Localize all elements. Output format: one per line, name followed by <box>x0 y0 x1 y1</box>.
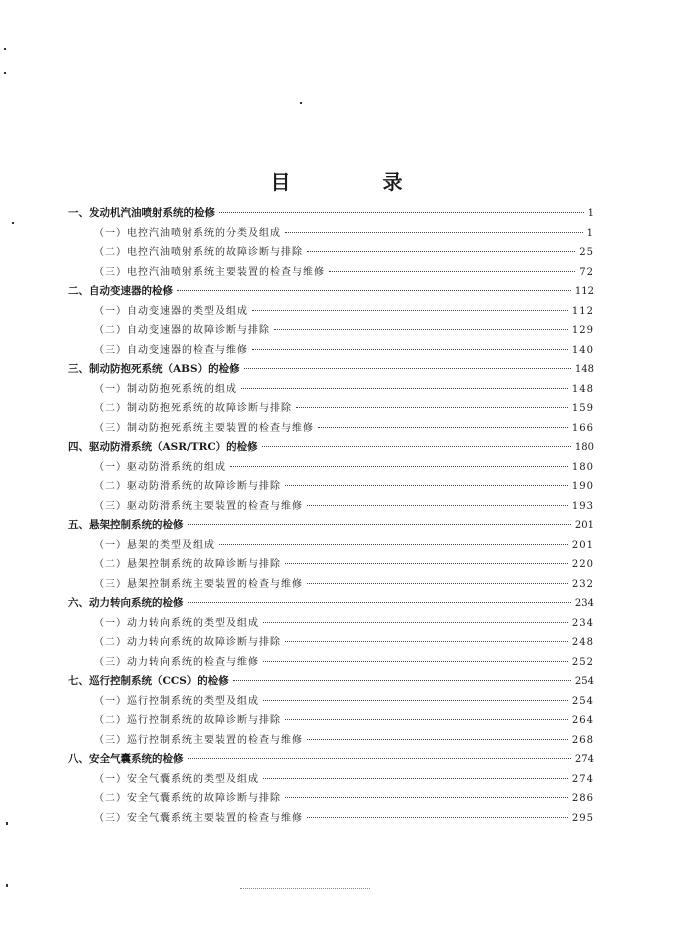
toc-page-number: 286 <box>571 793 594 804</box>
scan-speck <box>6 822 8 825</box>
toc-section[interactable] <box>68 614 594 634</box>
toc-entry-title: （三）驱动防滑系统主要装置的检查与维修 <box>94 500 303 512</box>
toc-section[interactable] <box>68 224 594 244</box>
toc-section[interactable] <box>68 770 594 790</box>
toc-section[interactable] <box>68 380 594 400</box>
toc-entry-title: （一）安全气囊系统的类型及组成 <box>94 773 259 785</box>
dot-leader <box>307 817 568 818</box>
toc-section[interactable] <box>68 731 594 751</box>
dot-leader <box>285 232 583 233</box>
toc-section[interactable] <box>68 633 594 653</box>
toc-entry-title: （一）悬架的类型及组成 <box>94 539 215 551</box>
dot-leader <box>329 271 575 272</box>
toc-page-number: 201 <box>574 520 594 531</box>
toc-section[interactable] <box>68 711 594 731</box>
toc-page-number: 295 <box>571 812 594 824</box>
dot-leader <box>233 680 571 681</box>
toc-section[interactable] <box>68 555 594 575</box>
toc-page-number: 166 <box>571 422 594 434</box>
toc-chapter[interactable] <box>68 672 594 692</box>
scan-artifact-line <box>240 886 370 889</box>
toc-entry-title: 八、安全气囊系统的检修 <box>68 753 184 765</box>
toc-chapter[interactable] <box>68 594 594 614</box>
toc-section[interactable] <box>68 477 594 497</box>
toc-entry-title: （一）自动变速器的类型及组成 <box>94 305 248 317</box>
scan-speck <box>6 884 8 887</box>
dot-leader <box>219 212 584 213</box>
toc-entry-title: 五、悬架控制系统的检修 <box>68 519 184 531</box>
toc-page-number: 140 <box>571 344 594 356</box>
dot-leader <box>285 641 568 642</box>
toc-section[interactable] <box>68 692 594 712</box>
toc-page-number: 234 <box>571 617 594 629</box>
toc-chapter[interactable] <box>68 282 594 302</box>
toc-page-number: 72 <box>579 266 594 278</box>
toc-page-number: 25 <box>579 247 594 258</box>
scan-speck <box>4 72 6 74</box>
toc-entry-title: 二、自动变速器的检修 <box>68 285 173 297</box>
toc-entry-title: （二）驱动防滑系统的故障诊断与排除 <box>94 481 281 492</box>
toc-page-number: 274 <box>574 754 594 765</box>
toc-page-number: 232 <box>571 578 594 590</box>
toc-entry-title: （二）制动防抱死系统的故障诊断与排除 <box>94 403 292 414</box>
dot-leader <box>285 797 568 798</box>
toc-section[interactable] <box>68 536 594 556</box>
toc-entry-title: （二）巡行控制系统的故障诊断与排除 <box>94 715 281 726</box>
toc-entry-title: （一）电控汽油喷射系统的分类及组成 <box>94 227 281 239</box>
dot-leader <box>318 427 568 428</box>
toc-section[interactable] <box>68 789 594 809</box>
toc-section[interactable] <box>68 458 594 478</box>
toc-page-number: 129 <box>571 325 594 336</box>
toc-page-number: 264 <box>571 715 594 726</box>
toc-entry-title: 七、巡行控制系统（CCS）的检修 <box>68 675 229 687</box>
toc-entry-title: （一）制动防抱死系统的组成 <box>94 383 237 395</box>
toc-page-number: 274 <box>571 773 594 785</box>
toc-entry-title: （一）巡行控制系统的类型及组成 <box>94 695 259 707</box>
dot-leader <box>296 407 568 408</box>
toc-chapter[interactable] <box>68 516 594 536</box>
toc-page-number: 201 <box>571 539 594 551</box>
toc-entry-title: 一、发动机汽油喷射系统的检修 <box>68 207 215 219</box>
dot-leader <box>188 524 571 525</box>
toc-entry-title: 三、制动防抱死系统（ABS）的检修 <box>68 363 240 375</box>
page-title: 目 录 <box>270 170 439 195</box>
toc-page-number: 248 <box>571 637 594 648</box>
toc-page-number: 180 <box>574 442 594 453</box>
dot-leader <box>241 388 568 389</box>
toc-section[interactable] <box>68 321 594 341</box>
toc-page-number: 190 <box>571 481 594 492</box>
toc-page-number: 268 <box>571 734 594 746</box>
dot-leader <box>252 349 568 350</box>
dot-leader <box>307 505 568 506</box>
toc-entry-title: （二）自动变速器的故障诊断与排除 <box>94 325 270 336</box>
scan-speck <box>4 48 6 50</box>
dot-leader <box>263 622 568 623</box>
toc-chapter[interactable] <box>68 438 594 458</box>
toc-page-number: 252 <box>571 656 594 668</box>
toc-page-number: 254 <box>574 676 594 687</box>
toc-page-number: 220 <box>571 559 594 570</box>
dot-leader <box>307 251 575 252</box>
dot-leader <box>285 485 568 486</box>
scan-speck <box>12 222 14 224</box>
toc-page-number: 148 <box>571 383 594 395</box>
toc-page-number: 1 <box>587 208 594 219</box>
scan-speck <box>300 102 302 104</box>
toc-page-number: 112 <box>574 286 594 297</box>
toc-chapter[interactable] <box>68 204 594 224</box>
toc-page-number: 112 <box>571 305 594 317</box>
toc-entry-title: （二）动力转向系统的故障诊断与排除 <box>94 637 281 648</box>
dot-leader <box>244 368 571 369</box>
toc-entry-title: （二）电控汽油喷射系统的故障诊断与排除 <box>94 247 303 258</box>
toc-section[interactable] <box>68 399 594 419</box>
dot-leader <box>285 719 568 720</box>
toc-entry-title: （三）巡行控制系统主要装置的检查与维修 <box>94 734 303 746</box>
table-of-contents <box>68 204 594 828</box>
dot-leader <box>177 290 571 291</box>
toc-entry-title: （一）驱动防滑系统的组成 <box>94 461 226 473</box>
toc-page-number: 180 <box>571 461 594 473</box>
toc-section[interactable] <box>68 575 594 595</box>
dot-leader <box>188 758 571 759</box>
toc-entry-title: （二）安全气囊系统的故障诊断与排除 <box>94 793 281 804</box>
toc-entry-title: 六、动力转向系统的检修 <box>68 597 184 609</box>
toc-section[interactable] <box>68 653 594 673</box>
toc-entry-title: （三）动力转向系统的检查与维修 <box>94 656 259 668</box>
toc-entry-title: （三）电控汽油喷射系统主要装置的检查与维修 <box>94 266 325 278</box>
toc-entry-title: （三）安全气囊系统主要装置的检查与维修 <box>94 812 303 824</box>
toc-chapter[interactable] <box>68 360 594 380</box>
toc-page-number: 148 <box>574 364 594 375</box>
toc-page-number: 254 <box>571 695 594 707</box>
toc-page-number: 159 <box>571 403 594 414</box>
dot-leader <box>262 446 571 447</box>
toc-section[interactable] <box>68 497 594 517</box>
toc-page-number: 1 <box>586 227 594 239</box>
dot-leader <box>285 563 568 564</box>
toc-section[interactable] <box>68 302 594 322</box>
toc-entry-title: （三）悬架控制系统主要装置的检查与维修 <box>94 578 303 590</box>
toc-section[interactable] <box>68 809 594 829</box>
toc-page-number: 193 <box>571 500 594 512</box>
toc-page-number: 234 <box>574 598 594 609</box>
dot-leader <box>252 310 568 311</box>
toc-section[interactable] <box>68 341 594 361</box>
dot-leader <box>274 329 568 330</box>
dot-leader <box>219 544 568 545</box>
dot-leader <box>230 466 568 467</box>
dot-leader <box>188 602 571 603</box>
dot-leader <box>263 661 568 662</box>
toc-entry-title: （三）自动变速器的检查与维修 <box>94 344 248 356</box>
dot-leader <box>263 778 568 779</box>
toc-entry-title: （三）制动防抱死系统主要装置的检查与维修 <box>94 422 314 434</box>
dot-leader <box>307 739 568 740</box>
toc-chapter[interactable] <box>68 750 594 770</box>
toc-entry-title: （一）动力转向系统的类型及组成 <box>94 617 259 629</box>
dot-leader <box>307 583 568 584</box>
toc-entry-title: （二）悬架控制系统的故障诊断与排除 <box>94 559 281 570</box>
toc-section[interactable] <box>68 263 594 283</box>
dot-leader <box>263 700 568 701</box>
toc-entry-title: 四、驱动防滑系统（ASR/TRC）的检修 <box>68 441 258 453</box>
toc-section[interactable] <box>68 419 594 439</box>
toc-section[interactable] <box>68 243 594 263</box>
